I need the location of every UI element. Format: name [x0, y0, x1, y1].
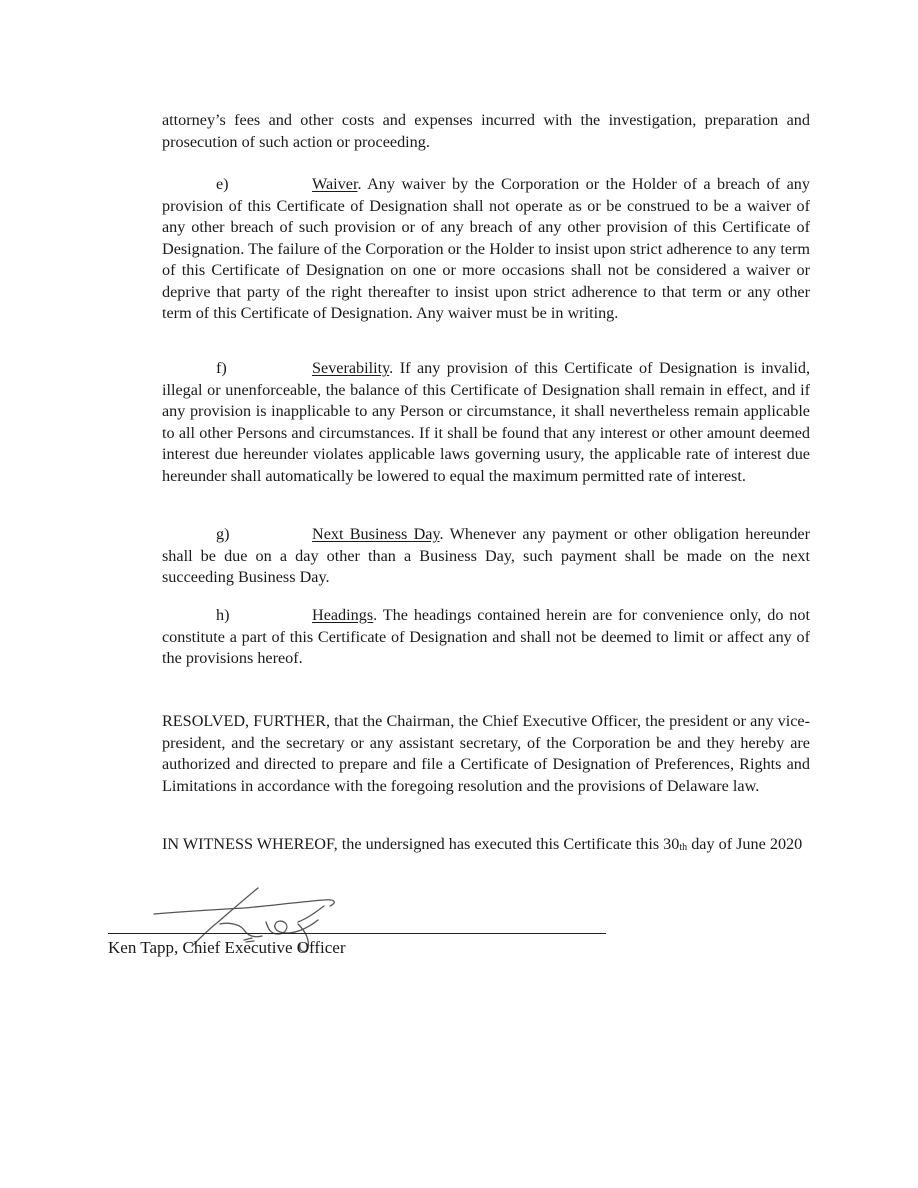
intro-paragraph: attorney’s fees and other costs and expenses incurred with the investigation, preparation and prosecution of such action or proceeding. [162, 111, 810, 151]
witness-text-after: day of June 2020 [687, 835, 803, 853]
section-g-label: g) [216, 525, 230, 543]
section-g-text: . Whenever any payment or other obligation hereunder shall be due on a day other than a Business Day, such payment shall be made on the next succeeding Business Day. [162, 525, 811, 586]
section-f-heading: Severability [312, 359, 390, 377]
section-e-heading: Waiver [312, 175, 358, 193]
signatory-name-title: Ken Tapp, Chief Executive Officer [108, 938, 346, 957]
section-h-label: h) [216, 606, 230, 624]
section-f-text: . If any provision of this Certificate of Designation is invalid, illegal or unenforceable, the balance of this Certificate of Designation shall remain in effect, and if any provision is inapplicable to any Person or circumstance, it shall nevertheless remain applicable to all other Persons and circumstances. If it shall be found that any interest or other amount deemed interest due hereunder violates applicable laws governing usury, the applicable rate of interest due hereunder shall automatically be lowered to equal the maximum permitted rate of interest. [162, 359, 810, 485]
section-h-paragraph [162, 605, 810, 670]
section-g-paragraph [162, 524, 810, 589]
section-e-label: e) [216, 175, 229, 193]
resolution-paragraph: RESOLVED, FURTHER, that the Chairman, the Chief Executive Officer, the president or any vice-president, and the secretary or any assistant secretary, of the Corporation be and they hereby are authorized and directed to prepare and file a Certificate of Designation of Preferences, Rights and Limitations in accordance with the foregoing resolution and the provisions of Delaware law. [162, 712, 810, 795]
section-e-text: . Any waiver by the Corporation or the Holder of a breach of any provision of this Certificate of Designation shall not operate as or be construed to be a waiver of any other breach of such provision or of any breach of any other provision of this Certificate of Designation. The failure of the Corporation or the Holder to insist upon strict adherence to any term of this Certificate of Designation on one or more occasions shall not be considered a waiver or deprive that party of the right thereafter to insist upon strict adherence to that term or any other term of this Certificate of Designation. Any waiver must be in writing. [162, 175, 810, 322]
section-f-label: f) [216, 359, 227, 377]
section-g-heading: Next Business Day [312, 525, 440, 543]
witness-paragraph [162, 834, 810, 859]
signature-line [108, 933, 606, 934]
section-f-paragraph [162, 358, 810, 487]
section-h-text: . The headings contained herein are for convenience only, do not constitute a part of this Certificate of Designation and shall not be deemed to limit or affect any of the provisions hereof. [162, 606, 810, 667]
section-e-paragraph [162, 174, 810, 325]
witness-text-before: IN WITNESS WHEREOF, the undersigned has executed this Certificate this 30 [162, 835, 680, 853]
section-h-heading: Headings [312, 606, 374, 624]
witness-ordinal: th [679, 842, 688, 853]
